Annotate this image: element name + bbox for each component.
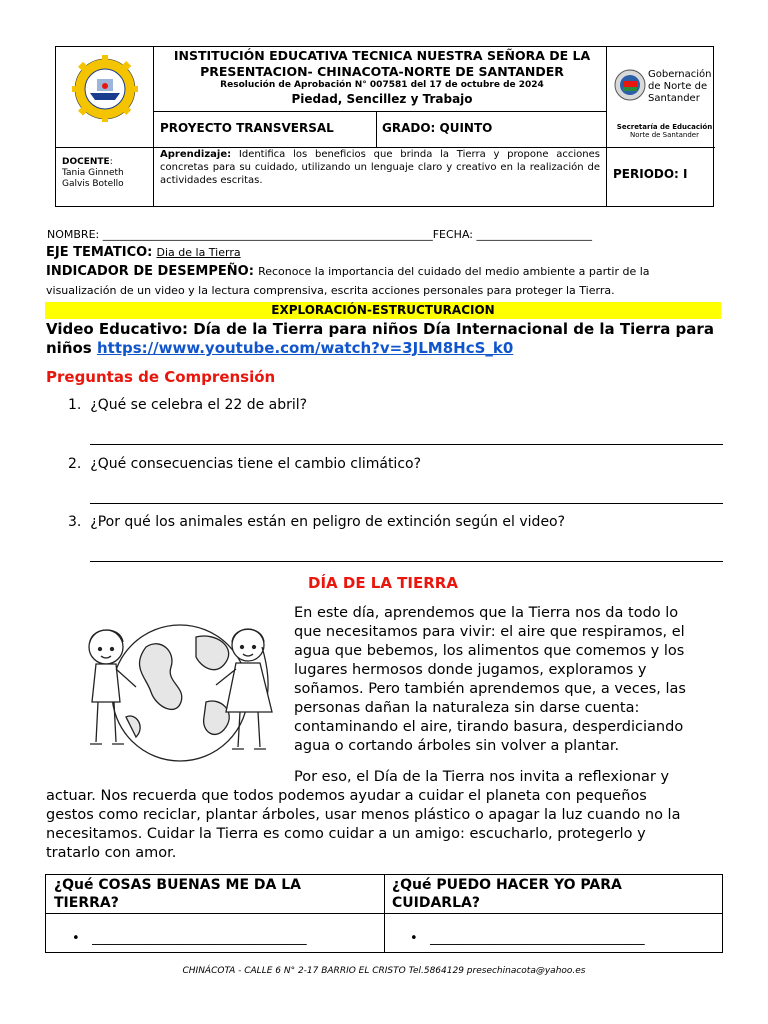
indicador: [46, 264, 650, 279]
secretaria-line2: Norte de Santander: [630, 131, 699, 139]
answer-row-left[interactable]: [72, 931, 307, 946]
reading-line: personas dañan la naturaleza sin darse cuenta:: [294, 700, 640, 716]
question-item: [68, 456, 421, 472]
reading-paragraph-1: [294, 604, 724, 756]
gob-line2: de Norte de: [648, 81, 708, 92]
answer-line[interactable]: [90, 503, 723, 504]
project-label: PROYECTO TRANSVERSAL: [160, 121, 334, 135]
divider: [153, 111, 606, 112]
question-item: [68, 397, 307, 413]
reading-line: agua o cortando árboles sin volver a plantar.: [294, 738, 620, 754]
eje-tematico: [46, 245, 241, 260]
answer-blank[interactable]: _________________________________: [430, 931, 645, 946]
question-number: 2.: [68, 456, 82, 472]
reading-line: lugares hermosos donde jugamos, exploramos y: [294, 662, 647, 678]
question-number: 1.: [68, 397, 82, 413]
questions-title: Preguntas de Comprensión: [46, 368, 276, 386]
reading-line: actuar. Nos recuerda que todos podemos ayudar a cuidar el planeta con pequeños: [46, 788, 647, 804]
video-title-part2: Día Internacional de la Tierra para niños: [46, 320, 714, 357]
docente-label: DOCENTE: [62, 157, 110, 167]
reading-line: gestos como reciclar, plantar árboles, usar menos plástico o apagar la luz cuando no la: [46, 807, 681, 823]
column-header-line: TIERRA?: [54, 895, 119, 911]
reading-line: necesitamos. Cuidar la Tierra es como cuidar a un amigo: escucharlo, protegerlo y: [46, 826, 646, 842]
column-header-actions: [392, 876, 622, 912]
secretaria-text: [616, 123, 713, 139]
footer-address: CHINÁCOTA - CALLE 6 N° 2-17 BARRIO EL CRISTO Tel.5864129 presechinacota@yahoo.es: [182, 966, 586, 976]
aprendizaje-label: Aprendizaje:: [160, 149, 232, 160]
motto-text: Piedad, Sencillez y Trabajo: [291, 92, 473, 106]
institution-name: [154, 48, 610, 79]
grade-label: GRADO: QUINTO: [382, 121, 493, 135]
activity-table: [45, 874, 723, 953]
divider: [46, 913, 722, 914]
question-text: ¿Qué se celebra el 22 de abril?: [90, 397, 308, 413]
reading-line: En este día, aprendemos que la Tierra nos da todo lo: [294, 605, 679, 621]
divider: [376, 111, 377, 147]
secretaria-line1: Secretaría de Educación: [616, 123, 713, 131]
periodo-label: PERIODO: I: [613, 167, 688, 181]
docente-info: [62, 157, 124, 190]
reading-paragraph-2: [46, 787, 736, 863]
question-text: ¿Qué consecuencias tiene el cambio climático?: [90, 456, 422, 472]
gobernacion-text: [648, 69, 712, 105]
docente-colon: :: [109, 157, 113, 167]
indicador-text1: Reconoce la importancia del cuidado del medio ambiente a partir de la: [258, 265, 650, 278]
video-title-part1: Video Educativo: Día de la Tierra para niños: [46, 320, 424, 338]
aprendizaje-text: [160, 148, 600, 187]
bullet: •: [72, 931, 80, 946]
gob-line1: Gobernación: [648, 69, 712, 80]
reading-line: agua que bebemos, los alimentos que comemos y los: [294, 643, 685, 659]
column-header-line: CUIDARLA?: [392, 895, 480, 911]
bullet: •: [410, 931, 418, 946]
column-header-benefits: [54, 876, 301, 912]
indicador-label: INDICADOR DE DESEMPEÑO:: [46, 264, 254, 279]
answer-blank[interactable]: _________________________________: [92, 931, 307, 946]
video-link[interactable]: https://www.youtube.com/watch?v=3JLM8HcS_k0: [96, 339, 514, 357]
reading-title: DÍA DE LA TIERRA: [308, 574, 458, 592]
docente-name1: Tania Ginneth: [62, 168, 124, 178]
children-earth-illustration: [76, 607, 284, 765]
gob-line3: Santander: [648, 93, 700, 104]
column-header-line: ¿Qué COSAS BUENAS ME DA LA: [54, 877, 301, 893]
column-header-line: ¿Qué PUEDO HACER YO PARA: [392, 877, 622, 893]
nombre-fecha-line: NOMBRE: ____________________________________________________________FECHA: _____________________: [47, 228, 592, 241]
institution-line2: PRESENTACION- CHINACOTA-NORTE DE SANTANDER: [200, 63, 564, 79]
answer-line[interactable]: [90, 444, 723, 445]
eje-label: EJE TEMATICO:: [46, 245, 153, 260]
answer-row-right[interactable]: [410, 931, 645, 946]
docente-name2: Galvis Botello: [62, 179, 124, 189]
header-table: [55, 46, 714, 207]
question-item: [68, 514, 565, 530]
gobernacion-logo: [613, 67, 647, 103]
aprendizaje-body: Identifica los beneficios que brinda la Tierra y propone acciones concretas para su cuidado, utilizando un lenguaje claro y creativo en la realización de actividades escritas.: [160, 149, 600, 186]
reading-line: que necesitamos para vivir: el aire que respiramos, el: [294, 624, 685, 640]
resolution-text: Resolución de Aprobación N° 007581 del 17 de octubre de 2024: [220, 80, 544, 90]
reading-line: soñamos. Pero también aprendemos que, a veces, las: [294, 681, 686, 697]
video-reference: [46, 320, 736, 358]
answer-line[interactable]: [90, 561, 723, 562]
question-text: ¿Por qué los animales están en peligro de extinción según el video?: [90, 514, 566, 530]
reading-line: contaminando el aire, tirando basura, desperdiciando: [294, 719, 684, 735]
institution-line1: INSTITUCIÓN EDUCATIVA TECNICA NUESTRA SEÑORA DE LA: [173, 48, 591, 63]
reading-line: tratarlo con amor.: [46, 845, 177, 861]
question-number: 3.: [68, 514, 82, 530]
school-seal-logo: [70, 53, 140, 123]
eje-value: Dia de la Tierra: [156, 246, 241, 259]
indicador-text2: visualización de un video y la lectura comprensiva, escrita acciones personales para proteger la Tierra.: [46, 284, 615, 297]
section-banner: EXPLORACIÓN-ESTRUCTURACION: [45, 302, 721, 319]
reading-paragraph-2-first: Por eso, el Día de la Tierra nos invita a reflexionar y: [294, 769, 670, 785]
